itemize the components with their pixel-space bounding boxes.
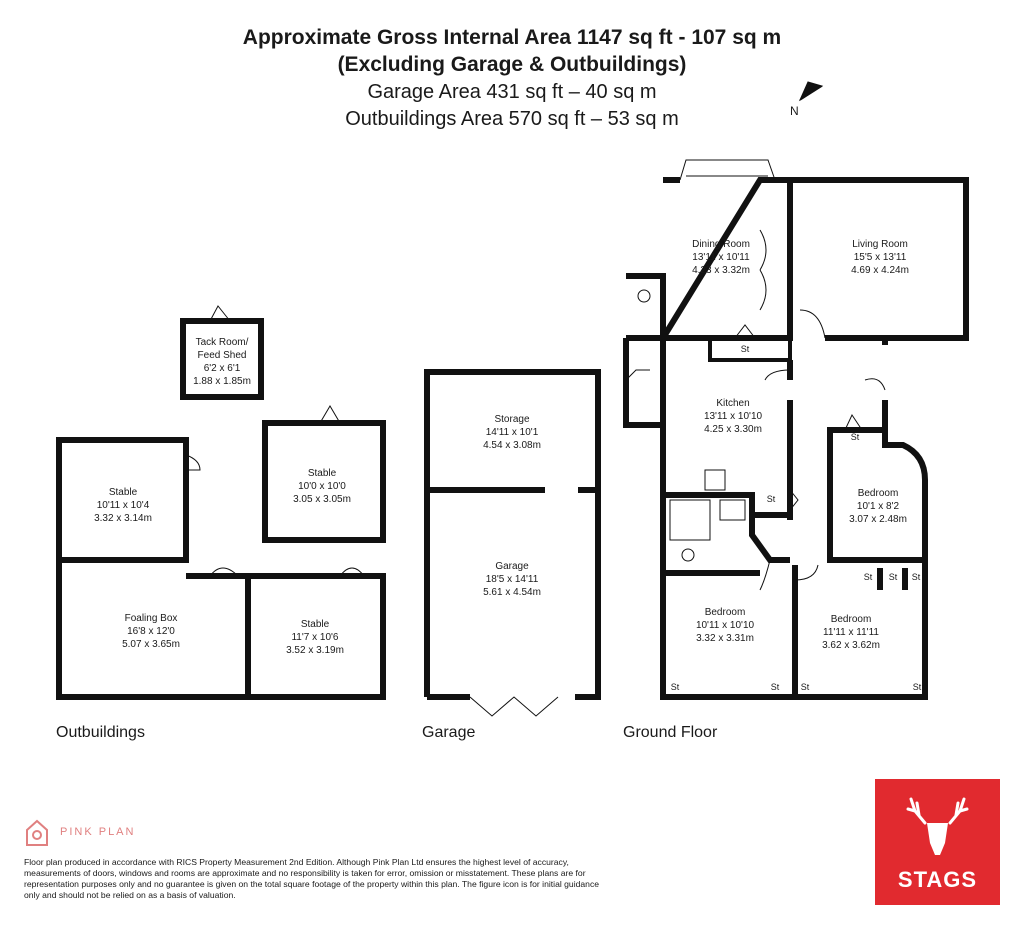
garage-metric: 5.61 x 4.54m (483, 587, 541, 598)
pink-plan-brand: PINK PLAN (60, 826, 136, 838)
stable-b-metric: 3.05 x 3.05m (293, 494, 351, 505)
stable-a-metric: 3.32 x 3.14m (94, 513, 152, 524)
stable-c-name: Stable (300, 619, 330, 630)
garage-label (483, 560, 541, 599)
store-label: St (670, 682, 680, 692)
tack-room-name: Tack Room/ Feed Shed (195, 337, 249, 361)
bedroom-3-label (822, 613, 880, 652)
storage-label (483, 413, 541, 452)
store-label: St (912, 682, 922, 692)
tack-room-imperial: 6'2 x 6'1 (203, 363, 241, 374)
storage-metric: 4.54 x 3.08m (483, 440, 541, 451)
store-label: St (850, 432, 860, 442)
foaling-box-metric: 5.07 x 3.65m (122, 639, 180, 650)
outbuildings-caption: Outbuildings (56, 724, 145, 741)
garage-imperial: 18'5 x 14'11 (485, 574, 539, 585)
bedroom-3-name: Bedroom (830, 614, 872, 625)
bedroom-2-metric: 3.32 x 3.31m (696, 633, 754, 644)
bedroom-1-name: Bedroom (857, 488, 899, 499)
bedroom-2-imperial: 10'11 x 10'10 (695, 620, 755, 631)
foaling-box-imperial: 16'8 x 12'0 (127, 626, 175, 637)
stable-c-metric: 3.52 x 3.19m (286, 645, 344, 656)
stable-b-label (293, 467, 351, 506)
store-label: St (863, 572, 873, 582)
storage-imperial: 14'11 x 10'1 (485, 427, 539, 438)
kitchen-label (704, 397, 762, 436)
tack-room-metric: 1.88 x 1.85m (193, 376, 251, 387)
dining-room-label (692, 238, 750, 277)
dining-room-name: Dining Room (692, 239, 750, 250)
stable-a-name: Stable (108, 487, 138, 498)
pink-plan-logo-icon (24, 818, 50, 848)
cloakroom-outline (626, 276, 663, 338)
living-room-name: Living Room (852, 239, 908, 250)
living-room-metric: 4.69 x 4.24m (851, 265, 909, 276)
stable-a-label (94, 486, 152, 525)
bedroom-2-name: Bedroom (704, 607, 746, 618)
kitchen-metric: 4.25 x 3.30m (704, 424, 762, 435)
ground-floor-caption: Ground Floor (623, 724, 718, 741)
dining-room-imperial: 13'11 x 10'11 (692, 252, 750, 263)
kitchen-imperial: 13'11 x 10'10 (703, 411, 763, 422)
store-label: St (800, 682, 810, 692)
disclaimer-text: Floor plan produced in accordance with RICS Property Measurement 2nd Edition. Although Pink Plan Ltd ensures the highest level of accuracy, measurements of doors, windows and rooms are approximate and no responsibility is taken for error, omission or misstatement. These plans are for representation purposes only and no guarantee is given on the total square footage of the property within this plan. The figure icon is for initial guidance only and should not be relied on as a basis of valuation. (24, 857, 600, 900)
bedroom-1-imperial: 10'1 x 8'2 (856, 501, 900, 512)
store-label: St (740, 344, 750, 354)
store-label: St (766, 494, 776, 504)
bedroom-1-metric: 3.07 x 2.48m (849, 514, 907, 525)
stable-b-imperial: 10'0 x 10'0 (298, 481, 346, 492)
stable-c-imperial: 11'7 x 10'6 (291, 632, 339, 643)
compass-north-label: N (790, 104, 799, 118)
bedroom-3-metric: 3.62 x 3.62m (822, 640, 880, 651)
garage-area-line: Garage Area 431 sq ft – 40 sq m (367, 81, 657, 103)
stable-b-name: Stable (307, 468, 337, 479)
stags-wordmark: STAGS (897, 867, 978, 892)
tack-room-label (193, 336, 251, 388)
stable-a-imperial: 10'11 x 10'4 (96, 500, 150, 511)
storage-name: Storage (494, 414, 530, 425)
kitchen-name: Kitchen (716, 398, 750, 409)
bedroom-2-label (696, 606, 754, 645)
foaling-box-label (122, 612, 180, 651)
foaling-box-name: Foaling Box (124, 613, 178, 624)
dining-room-metric: 4.23 x 3.32m (692, 265, 750, 276)
garage-caption: Garage (422, 724, 476, 741)
stags-logo (875, 779, 1000, 905)
north-arrow-icon (800, 82, 822, 100)
store-label: St (888, 572, 898, 582)
area-exclusion-note: (Excluding Garage & Outbuildings) (337, 53, 687, 76)
store-label: St (911, 572, 921, 582)
store-label: St (770, 682, 780, 692)
gross-area-title: Approximate Gross Internal Area 1147 sq ft - 107 sq m (242, 26, 782, 49)
bedroom-1-label (849, 487, 907, 526)
outbuildings-area-line: Outbuildings Area 570 sq ft – 53 sq m (345, 108, 679, 130)
stag-head-icon (905, 793, 970, 859)
bedroom-3-imperial: 11'11 x 11'11 (823, 627, 879, 638)
living-room-imperial: 15'5 x 13'11 (853, 252, 907, 263)
garage-name: Garage (495, 561, 529, 572)
stable-c-label (286, 618, 344, 657)
living-room-label (851, 238, 909, 277)
